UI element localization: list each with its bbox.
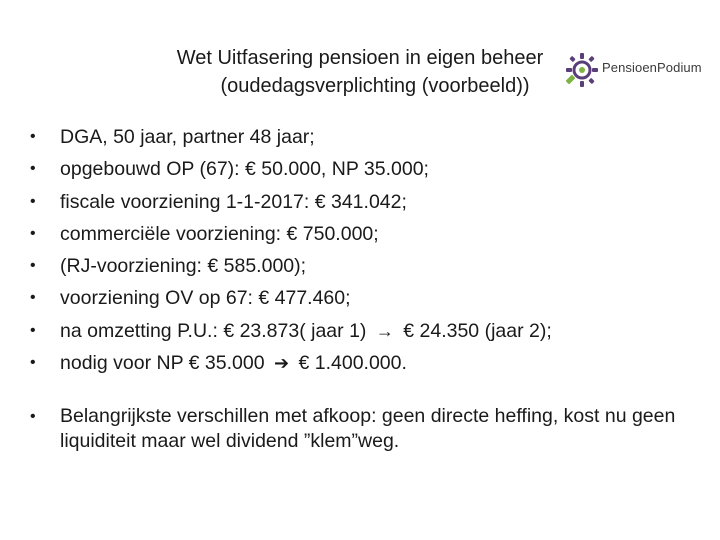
- bullet-icon: •: [30, 257, 36, 275]
- list-item: [30, 282, 552, 314]
- bullet-icon: •: [30, 289, 36, 307]
- list-item: [30, 186, 552, 218]
- list-item-text: commerciële voorziening: € 750.000;: [60, 222, 379, 245]
- list-item-text: (RJ-voorziening: € 585.000);: [60, 255, 307, 278]
- bullet-icon: •: [30, 408, 36, 425]
- list-item: [30, 153, 552, 185]
- title-line-2: (oudedagsverplichting (voorbeeld)): [220, 75, 530, 97]
- logo-text: PensioenPodium: [602, 60, 702, 75]
- podium-gear-icon: [564, 50, 600, 90]
- list-item-text: fiscale voorziening 1-1-2017: € 341.042;: [60, 190, 407, 213]
- list-item: [30, 315, 552, 347]
- list-item: [30, 218, 552, 250]
- list-item-text-after: € 24.350 (jaar 2);: [403, 319, 552, 342]
- pensioenpodium-logo: [564, 50, 714, 90]
- bullet-icon: •: [30, 224, 36, 242]
- list-item-text-before: na omzetting P.U.: € 23.873( jaar 1): [60, 319, 367, 342]
- list-item-text-before: nodig voor NP € 35.000: [60, 352, 265, 375]
- note-text: Belangrijkste verschillen met afkoop: geen directe heffing, kost nu geen liquiditeit maar wel dividend ”klem”weg.: [60, 405, 676, 452]
- list-item-text: DGA, 50 jaar, partner 48 jaar;: [60, 126, 315, 148]
- note-paragraph: [30, 404, 700, 454]
- list-item: [30, 121, 552, 153]
- bullet-icon: •: [30, 128, 36, 145]
- list-item-text: opgebouwd OP (67): € 50.000, NP 35.000;: [60, 158, 429, 181]
- bold-arrow-right-icon: ➔: [273, 353, 290, 374]
- list-item-text: voorziening OV op 67: € 477.460;: [60, 287, 351, 310]
- title-line-1: Wet Uitfasering pensioen in eigen beheer: [176, 47, 544, 69]
- list-item-text-after: € 1.400.000.: [298, 352, 407, 375]
- bullet-icon: •: [30, 192, 36, 210]
- list-item: [30, 347, 552, 379]
- arrow-right-icon: →: [375, 320, 394, 341]
- bullet-icon: •: [30, 160, 36, 178]
- bullet-icon: •: [30, 321, 36, 339]
- bullet-icon: •: [30, 354, 36, 372]
- bullet-list: [30, 121, 552, 379]
- list-item: [30, 250, 552, 282]
